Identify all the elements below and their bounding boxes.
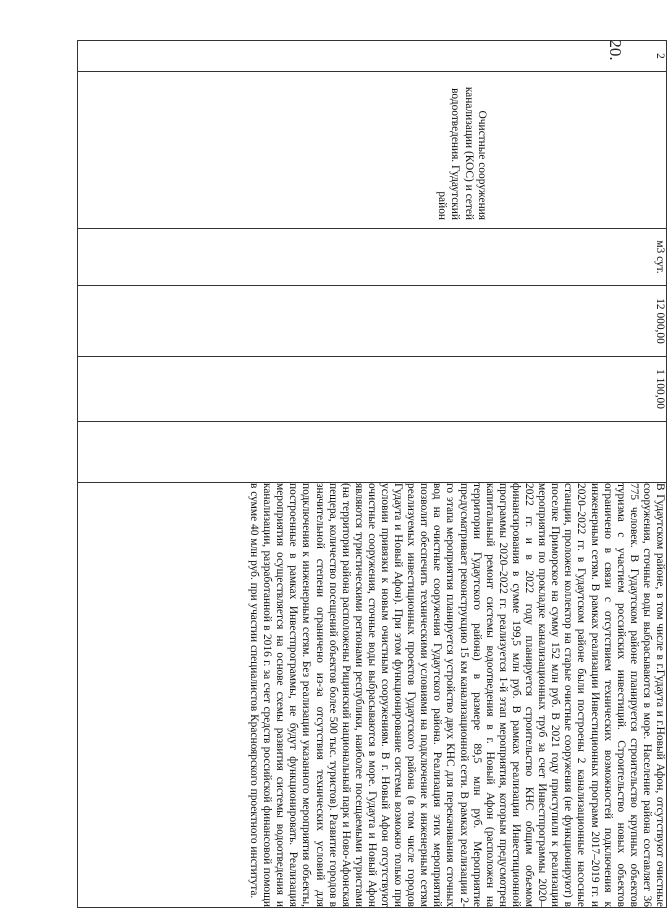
unit-cell <box>78 229 667 286</box>
empty-cell <box>78 422 667 483</box>
row-number-cell <box>78 41 667 72</box>
description-text: В Гудаутском районе, в том числе в г.Гудаута и г.Новый Афон, отсутствуют очистные сооружения, сточные воды выбрасываются в море. Население района составляет 36 775 человек. В Гудаутском районе планируется строительство крупных объектов туризма с участием российских инвестиций. Строительство новых объектов ограничено в связи с отсутствием технических возможностей подключения к инженерным сетям. В рамках реализации Инвестиционных программ 2017–2019 гг. и 2020–2022 гг. в Гудаутском районе были построены 2 канализационные насосные станции, проложен коллектор на старые очистные сооружения (не функционируют) в поселке Приморское на сумму 152 млн руб. В 2021 году приступили к реализации мероприятия по прокладке канализационных труб за счет Инвестпрограммы 2020–2022 гг. и в 2022 году планируется строительство КНС общим объемом финансирования в сумме 199,5 млн руб. В рамках реализации Инвестиционной программы 2020–2022 гг. реализуется 1-й этап мероприятия, которым предусмотрен капитальный ремонт системы водоотведения в г. Новый Афон (расположен на территории Гудаутского района) в размере 89,5 млн руб. Мероприятие предусматривает реконструкцию 15 км канализационной сети. В рамках реализации 2-го этапа мероприятия планируется устройство двух КНС для перекачивания сточных вод на очистные сооружения Гудаутского района. Реализация этих мероприятий позволит обеспечить техническими условиями на подключение к инженерным сетям реализуемых инвестиционных проектов Гудаутского района (в том числе городов Гудаута и Новый Афон). При этом функционирование системы возможно только при условии привязки к новым очистным сооружениям. В г. Новый Афон отсутствуют очистные сооружения, сточные воды выбрасываются в море. Гудаута и Новый Афон являются туристическими регионами республики, наиболее посещаемыми туристами (на территории района расположены Рицинский национальный парк и Ново-Афонская пещера, количество посещений объектов более 500 тыс. туристов). Развитие городов в значительной степени ограничено из-за отсутствия технических условий для подключения к инженерным сетям. Без реализации указанного мероприятия объекты, построенные в рамках Инвестпрограммы, не будут функционировать. Реализация мероприятия осуществляется на основе схемы развития системы водоотведения и канализации, разработанной в 2016 г. за счет средств российской финансовой помощи в сумме 40 млн руб. при участии специалистов Красноярского проектного института. <box>248 483 666 907</box>
project-table <box>77 40 667 908</box>
description-cell <box>78 483 667 908</box>
cost-cell <box>78 357 667 422</box>
object-name: Очистные сооружения канализации (КОС) и сетей водоотведения. Гудаутский район <box>435 86 488 220</box>
page-number: 20. <box>606 39 625 61</box>
row-number: 2 <box>654 53 666 59</box>
cost-value: 1 100,00 <box>654 369 666 409</box>
capacity-value: 12 000,00 <box>654 298 666 344</box>
table-row <box>78 41 667 908</box>
unit-value: м3 сут. <box>654 240 666 274</box>
object-name-cell <box>78 72 667 229</box>
capacity-cell <box>78 286 667 357</box>
rotated-table-sheet <box>77 40 667 907</box>
